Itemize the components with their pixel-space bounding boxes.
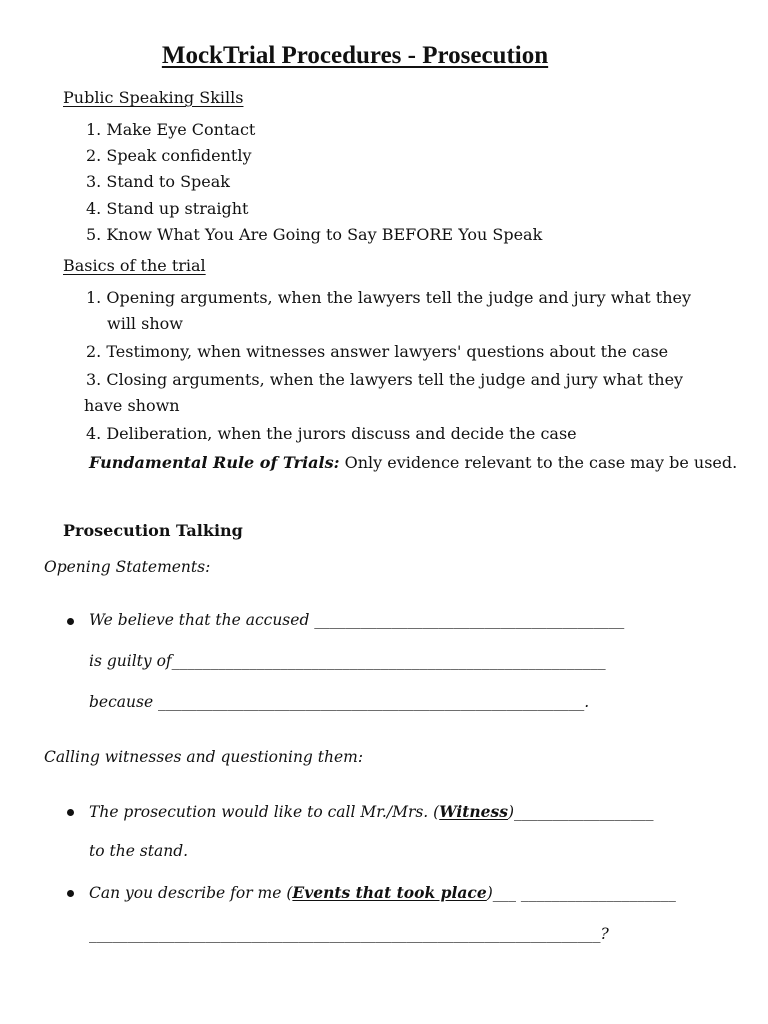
opening-line-because: because _______________________________________________________. <box>89 693 590 711</box>
call-witness-line-2: to the stand. <box>89 842 189 860</box>
list-item <box>86 367 691 419</box>
public-speaking-heading: Public Speaking Skills <box>63 88 244 107</box>
list-item-continuation: will show <box>107 314 183 333</box>
list-item-line: 1. Opening arguments, when the lawyers tell the judge and jury what they <box>86 288 691 307</box>
bullet-icon <box>67 890 74 897</box>
describe-events-line <box>89 883 676 902</box>
list-item: 2. Speak confidently <box>86 146 252 166</box>
basics-list <box>86 285 691 447</box>
prosecution-heading: Prosecution Talking <box>63 521 243 540</box>
list-item-line: 3. Closing arguments, when the lawyers tell the judge and jury what they <box>86 370 684 389</box>
opening-line-accused: We believe that the accused ________________________________________ <box>89 611 625 629</box>
list-item: 4. Stand up straight <box>86 198 249 218</box>
calling-witnesses-label: Calling witnesses and questioning them: <box>44 748 364 766</box>
basics-heading: Basics of the trial <box>63 256 206 275</box>
describe-events-suffix: )___ ____________________ <box>486 884 676 902</box>
list-item: 2. Testimony, when witnesses answer lawyers' questions about the case <box>86 342 669 361</box>
list-item: 4. Deliberation, when the jurors discuss and decide the case <box>86 424 577 443</box>
list-item <box>86 285 691 337</box>
list-item: 1. Make Eye Contact <box>86 120 256 139</box>
witness-placeholder: Witness <box>439 802 508 821</box>
describe-events-prefix: Can you describe for me ( <box>89 884 293 902</box>
bullet-icon <box>67 809 74 816</box>
opening-line-guilty: is guilty of________________________________________________________ <box>89 652 606 670</box>
list-item: 3. Stand to Speak <box>86 172 230 192</box>
call-witness-prefix: The prosecution would like to call Mr./Mrs. ( <box>89 803 440 821</box>
events-placeholder: Events that took place <box>292 883 487 902</box>
fundamental-rule-text: Only evidence relevant to the case may be used. <box>339 453 738 472</box>
call-witness-suffix: )__________________ <box>508 803 654 821</box>
opening-statements-label: Opening Statements: <box>44 558 211 576</box>
call-witness-line <box>89 802 654 821</box>
page-title: MockTrial Procedures - Prosecution <box>161 42 549 69</box>
list-item-continuation: have shown <box>84 396 180 415</box>
fundamental-rule-label: Fundamental Rule of Trials: <box>89 453 340 472</box>
bullet-icon <box>67 618 74 625</box>
list-item: 5. Know What You Are Going to Say BEFORE You Speak <box>86 224 543 244</box>
describe-events-line-2: __________________________________________________________________? <box>89 925 609 943</box>
public-speaking-list <box>86 117 542 248</box>
fundamental-rule <box>89 453 737 472</box>
